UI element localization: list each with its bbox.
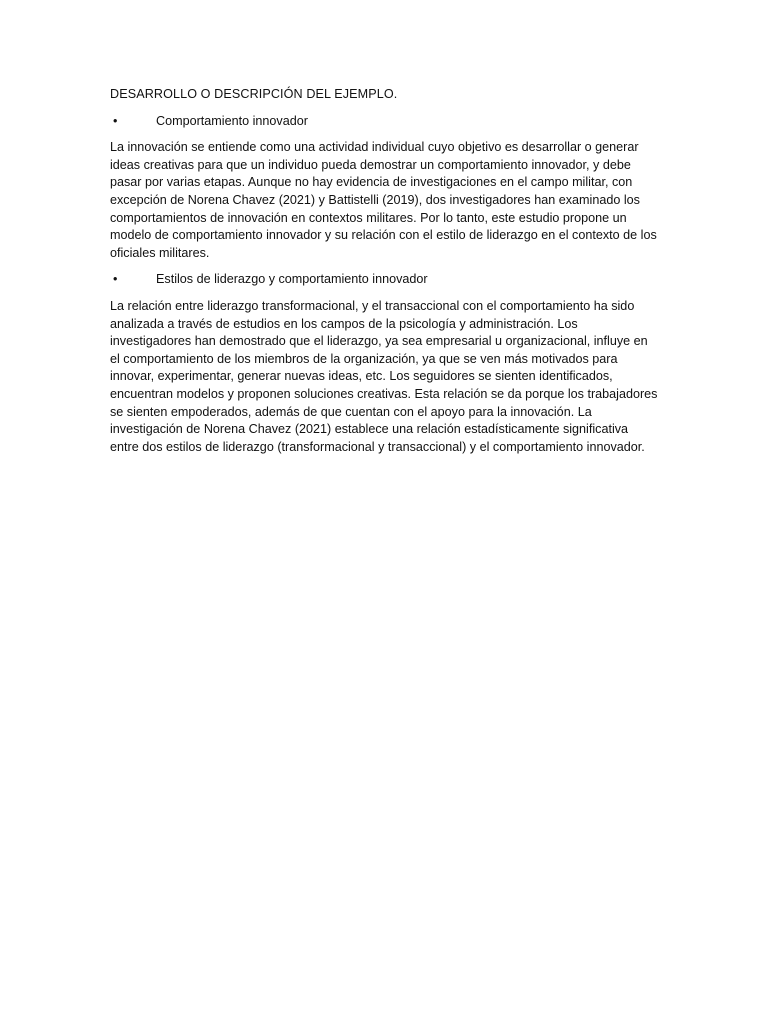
bullet-item-estilos-de-liderazgo bbox=[110, 271, 658, 289]
section-paragraph: La relación entre liderazgo transformacional, y el transaccional con el comportamiento ha sido analizada a través de estudios en los campos de la psicología y administración. Los investigadores han demostrado que el liderazgo, ya sea empresarial u organizacional, influye en el comportamiento de los miembros de la organización, ya que se ven más motivados para innovar, experimentar, generar nuevas ideas, etc. Los seguidores se sienten identificados, encuentran modelos y proponen soluciones creativas. Esta relación se da porque los trabajadores se sienten empoderados, además de que cuentan con el apoyo para la innovación. La investigación de Norena Chavez (2021) establece una relación estadísticamente significativa entre dos estilos de liderazgo (transformacional y transaccional) y el comportamiento innovador. bbox=[110, 298, 658, 454]
section-paragraph: La innovación se entiende como una actividad individual cuyo objetivo es desarrollar o generar ideas creativas para que un individuo pueda demostrar un comportamiento innovador, y debe pasar por varias etapas. Aunque no hay evidencia de investigaciones en el campo militar, con excepción de Norena Chavez (2021) y Battistelli (2019), dos investigadores han examinado los comportamientos de innovación en contextos militares. Por lo tanto, este estudio propone un modelo de comportamiento innovador y su relación con el estilo de liderazgo en el contexto de los oficiales militares. bbox=[110, 140, 657, 260]
bullet-icon: • bbox=[113, 113, 118, 128]
bullet-item-comportamiento-innovador bbox=[110, 113, 658, 131]
section-title: Comportamiento innovador bbox=[156, 113, 308, 128]
bullet-icon: • bbox=[113, 272, 118, 287]
document-body bbox=[110, 86, 658, 465]
section-title: Estilos de liderazgo y comportamiento innovador bbox=[156, 272, 428, 287]
document-heading: DESARROLLO O DESCRIPCIÓN DEL EJEMPLO. bbox=[110, 87, 398, 101]
